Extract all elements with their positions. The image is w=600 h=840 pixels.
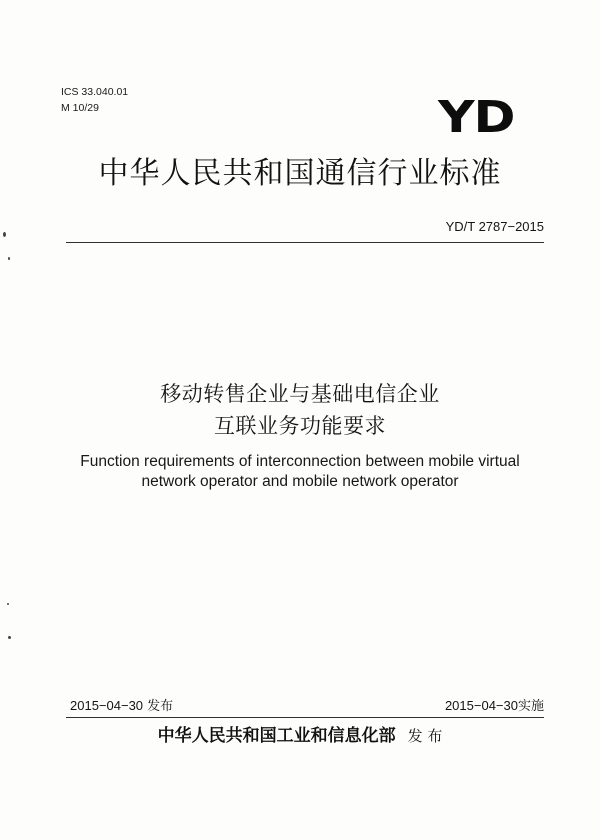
chinese-title-line-2: 互联业务功能要求	[214, 414, 386, 438]
bottom-divider	[66, 717, 544, 718]
implement-date-block	[445, 698, 544, 715]
scan-speck	[3, 232, 6, 237]
classification-codes	[61, 84, 128, 116]
implement-date: 2015−04−30	[444, 698, 518, 713]
implement-label: 实施	[517, 699, 544, 714]
scan-speck	[7, 603, 9, 605]
english-title	[0, 452, 600, 492]
standard-number: YD/T 2787−2015	[445, 219, 544, 234]
scan-speck	[8, 257, 10, 260]
publisher-line	[0, 724, 600, 748]
ccs-code: M 10/29	[61, 102, 99, 114]
issue-date-block	[70, 698, 173, 715]
issue-date: 2015−04−30	[70, 698, 144, 713]
top-divider	[66, 242, 544, 243]
ics-code: ICS 33.040.01	[61, 86, 129, 98]
english-title-line-2: network operator and mobile network operator	[141, 473, 459, 490]
yd-logo: YD	[437, 92, 514, 143]
chinese-title-line-1: 移动转售企业与基础电信企业	[160, 382, 440, 406]
publisher-name: 中华人民共和国工业和信息化部	[157, 726, 396, 746]
scan-speck	[8, 636, 11, 639]
standard-category-title: 中华人民共和国通信行业标准	[98, 156, 502, 191]
english-title-line-1: Function requirements of interconnection between mobile virtual	[80, 453, 520, 470]
issue-label: 发布	[147, 699, 174, 714]
chinese-title	[0, 378, 600, 442]
publisher-action: 发 布	[407, 727, 443, 745]
